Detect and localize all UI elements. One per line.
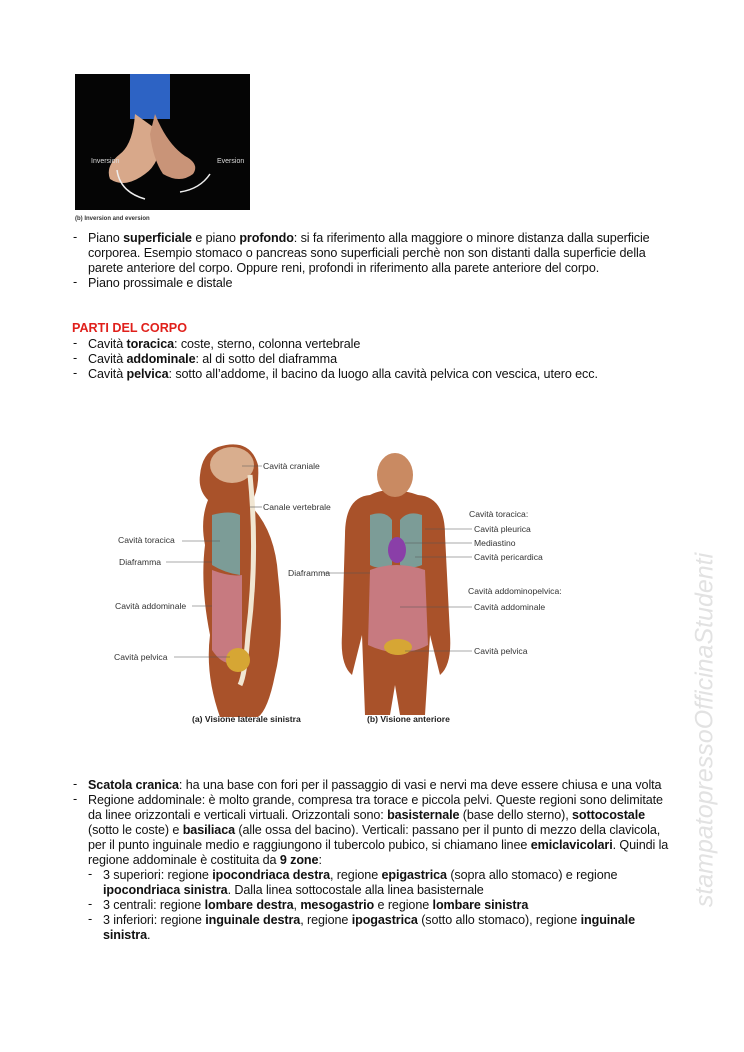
inversion-label: Inversion (91, 158, 120, 165)
bold-term: ipocondriaca sinistra (103, 883, 228, 897)
list-item (88, 913, 673, 943)
photo-caption: (b) Inversion and eversion (75, 216, 150, 222)
section-heading: PARTI DEL CORPO (72, 321, 187, 335)
text-segment: Cavità (88, 337, 127, 351)
text-segment: Piano (88, 231, 124, 245)
text-segment: Cavità (88, 352, 127, 366)
bold-term: sottocostale (572, 808, 645, 822)
text-segment: (sopra allo stomaco) e regione (446, 868, 618, 882)
label-diaframma-lat: Diaframma (119, 557, 162, 567)
bold-term: epigastrica (381, 868, 447, 882)
label-diaframma-ant: Diaframma (288, 568, 331, 578)
bold-term: superficiale (123, 231, 192, 245)
label-cavita-toracica-lat: Cavità toracica (118, 535, 175, 545)
bold-term: toracica (126, 337, 175, 351)
label-cavita-pericardica: Cavità pericardica (474, 552, 543, 562)
caption-lateral-view: (a) Visione laterale sinistra (192, 714, 301, 724)
text-segment: (sotto allo stomaco), regione (417, 913, 581, 927)
label-cavita-pleurica: Cavità pleurica (474, 524, 531, 534)
label-cavita-pelvica-ant: Cavità pelvica (474, 646, 528, 656)
text-segment: , regione (300, 913, 352, 927)
caption-anterior-view: (b) Visione anteriore (367, 714, 450, 724)
bold-term: profondo (239, 231, 294, 245)
list-item (73, 231, 673, 276)
label-mediastino: Mediastino (474, 538, 516, 548)
list-item (73, 276, 673, 291)
watermark: stampatopressoOfficinaStudenti (690, 552, 719, 908)
text-segment: (sotto le coste) e (88, 823, 183, 837)
text-segment: : coste, sterno, colonna vertebrale (174, 337, 361, 351)
list-item (73, 352, 673, 367)
list-item (88, 868, 673, 898)
bold-term: ipogastrica (351, 913, 418, 927)
text-segment: . (147, 928, 151, 942)
text-segment: e regione (374, 898, 433, 912)
bold-term: inguinale sinistra (103, 913, 635, 942)
text-segment: , (293, 898, 301, 912)
text-segment: (base dello sterno), (459, 808, 573, 822)
bold-term: pelvica (126, 367, 169, 381)
text-segment: e piano (191, 231, 240, 245)
label-cavita-addominale-ant: Cavità addominale (474, 602, 546, 612)
label-cavita-addominopelvica: Cavità addominopelvica: (468, 586, 562, 596)
foot-illustration (75, 74, 250, 210)
bold-term: 9 zone (279, 853, 319, 867)
bold-term: basiliaca (182, 823, 236, 837)
text-segment: 3 centrali: regione (103, 898, 205, 912)
label-canale-vertebrale: Canale vertebrale (263, 502, 331, 512)
bold-term: addominale (126, 352, 196, 366)
list-item (88, 898, 673, 913)
list-item (73, 367, 673, 382)
bold-term: ipocondriaca destra (212, 868, 330, 882)
text-segment: Piano prossimale e distale (88, 276, 233, 290)
body-cavities-figure (100, 435, 570, 730)
bold-term: inguinale destra (205, 913, 301, 927)
bold-term: mesogastrio (300, 898, 375, 912)
list-item (73, 778, 673, 793)
eversion-label: Eversion (217, 158, 245, 165)
bold-term: emiclavicolari (530, 838, 613, 852)
text-segment: . Quindi la regione addominale è costituita da (88, 838, 669, 867)
body-cavities-illustration (100, 435, 570, 730)
bold-term: lombare destra (204, 898, 294, 912)
label-cavita-pelvica-lat: Cavità pelvica (114, 652, 168, 662)
regions-list (73, 778, 673, 943)
bold-term: basisternale (387, 808, 460, 822)
text-segment: (alle ossa del bacino). Verticali: passano per il punto di mezzo della clavicola, per il punto inguinale medio e raggiungono il tubercolo pubico, si chiamano linee (88, 823, 661, 852)
text-segment: 3 inferiori: regione (103, 913, 206, 927)
bold-term: Scatola cranica (88, 778, 179, 792)
text-segment: Regione addominale: è molto grande, compresa tra torace e piccola pelvi. Queste regioni sono delimitate da linee orizzontali e verticali virtuali. Orizzontali sono: (88, 793, 663, 822)
text-segment: Cavità (88, 367, 127, 381)
text-segment: : si fa riferimento alla maggiore o minore distanza dalla superficie corporea. Esempio stomaco o pancreas sono superficiali perchè non son distanti dalla superficie della parete anteriore del corpo. Oppure reni, profondi in riferimento alla parete anteriore del corpo. (88, 231, 650, 275)
inversion-eversion-photo (75, 74, 250, 210)
text-segment: : sotto all’addome, il bacino da luogo alla cavità pelvica con vescica, utero ecc. (168, 367, 598, 381)
label-cavita-craniale: Cavità craniale (263, 461, 320, 471)
label-cavita-addominale-lat: Cavità addominale (115, 601, 187, 611)
bold-term: lombare sinistra (432, 898, 529, 912)
list-item (73, 793, 673, 868)
label-cavita-toracica-ant: Cavità toracica: (469, 509, 529, 519)
text-segment: . Dalla linea sottocostale alla linea basisternale (227, 883, 484, 897)
text-segment: 3 superiori: regione (103, 868, 213, 882)
text-segment: : ha una base con fori per il passaggio di vasi e nervi ma deve essere chiusa e una volta (178, 778, 662, 792)
body-cavities-list (73, 337, 673, 382)
text-segment: : al di sotto del diaframma (195, 352, 337, 366)
text-segment: : (318, 853, 322, 867)
text-segment: , regione (330, 868, 382, 882)
list-item (73, 337, 673, 352)
planes-list (73, 231, 673, 291)
